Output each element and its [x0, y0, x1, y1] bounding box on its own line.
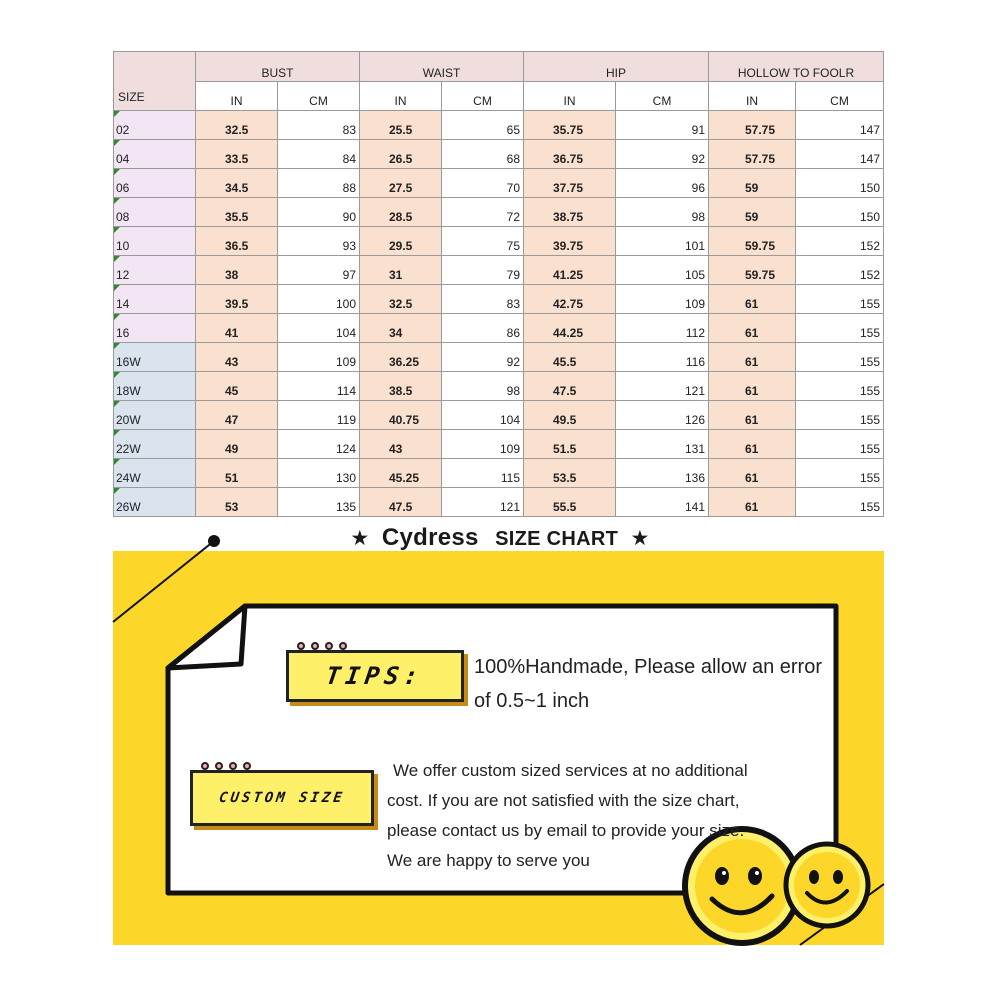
hollow-to-floor-group-header: HOLLOW TO FOOLR: [709, 52, 884, 82]
size-cell: 22W: [114, 430, 196, 459]
bust-in-cell: 39.5: [196, 285, 278, 314]
waist-cm-header: CM: [442, 82, 524, 111]
bust-cm-cell: 124: [278, 430, 360, 459]
size-cell: 14: [114, 285, 196, 314]
hollow-in-cell: 61: [709, 459, 796, 488]
hollow-in-cell: 61: [709, 430, 796, 459]
size-cell: 16: [114, 314, 196, 343]
size-cell: 24W: [114, 459, 196, 488]
size-cell: 04: [114, 140, 196, 169]
hollow-cm-cell: 147: [796, 140, 884, 169]
bust-cm-cell: 114: [278, 372, 360, 401]
note-folded-corner: [168, 606, 245, 668]
bust-cm-cell: 84: [278, 140, 360, 169]
hip-cm-cell: 116: [616, 343, 709, 372]
badge-dots: [201, 762, 251, 770]
hollow-in-cell: 59: [709, 198, 796, 227]
hip-cm-cell: 131: [616, 430, 709, 459]
waist-in-cell: 27.5: [360, 169, 442, 198]
hollow-in-header: IN: [709, 82, 796, 111]
waist-cm-cell: 70: [442, 169, 524, 198]
hip-in-cell: 44.25: [524, 314, 616, 343]
bust-cm-cell: 104: [278, 314, 360, 343]
hollow-in-cell: 61: [709, 285, 796, 314]
size-cell: 10: [114, 227, 196, 256]
bust-cm-cell: 93: [278, 227, 360, 256]
hip-cm-cell: 141: [616, 488, 709, 517]
bust-cm-cell: 135: [278, 488, 360, 517]
hollow-in-cell: 61: [709, 401, 796, 430]
hip-cm-cell: 92: [616, 140, 709, 169]
waist-in-cell: 25.5: [360, 111, 442, 140]
hollow-cm-cell: 155: [796, 372, 884, 401]
dot-icon: [339, 642, 347, 650]
bust-cm-cell: 100: [278, 285, 360, 314]
size-cell: 26W: [114, 488, 196, 517]
size-cell: 18W: [114, 372, 196, 401]
chart-subtitle: SIZE CHART: [495, 528, 619, 550]
waist-cm-cell: 115: [442, 459, 524, 488]
hollow-cm-cell: 155: [796, 343, 884, 372]
hip-in-cell: 53.5: [524, 459, 616, 488]
dot-icon: [201, 762, 209, 770]
hip-in-cell: 49.5: [524, 401, 616, 430]
hip-cm-cell: 112: [616, 314, 709, 343]
star-icon: ★: [350, 527, 370, 550]
waist-in-cell: 29.5: [360, 227, 442, 256]
bust-in-cell: 49: [196, 430, 278, 459]
hollow-in-cell: 61: [709, 372, 796, 401]
hip-in-header: IN: [524, 82, 616, 111]
hollow-cm-cell: 155: [796, 314, 884, 343]
custom-text-line: We offer custom sized services at no additional: [393, 761, 748, 780]
tips-text: 100%Handmade, Please allow an error of 0.5~1 inch: [474, 656, 822, 712]
bust-group-header: BUST: [196, 52, 360, 82]
hip-in-cell: 42.75: [524, 285, 616, 314]
hip-cm-cell: 105: [616, 256, 709, 285]
hollow-cm-cell: 155: [796, 430, 884, 459]
bust-in-cell: 32.5: [196, 111, 278, 140]
waist-cm-cell: 86: [442, 314, 524, 343]
waist-group-header: WAIST: [360, 52, 524, 82]
hip-in-cell: 55.5: [524, 488, 616, 517]
waist-in-cell: 40.75: [360, 401, 442, 430]
size-column-header: SIZE: [114, 52, 196, 111]
size-cell: 12: [114, 256, 196, 285]
waist-in-cell: 34: [360, 314, 442, 343]
hip-group-header: HIP: [524, 52, 709, 82]
waist-cm-cell: 92: [442, 343, 524, 372]
waist-in-cell: 38.5: [360, 372, 442, 401]
bust-cm-cell: 90: [278, 198, 360, 227]
bust-cm-cell: 97: [278, 256, 360, 285]
hip-cm-cell: 136: [616, 459, 709, 488]
hip-cm-cell: 109: [616, 285, 709, 314]
waist-in-cell: 36.25: [360, 343, 442, 372]
hip-in-cell: 36.75: [524, 140, 616, 169]
bust-cm-cell: 109: [278, 343, 360, 372]
hip-cm-cell: 96: [616, 169, 709, 198]
waist-cm-cell: 83: [442, 285, 524, 314]
waist-in-cell: 28.5: [360, 198, 442, 227]
bust-in-cell: 51: [196, 459, 278, 488]
hip-cm-cell: 101: [616, 227, 709, 256]
waist-in-cell: 32.5: [360, 285, 442, 314]
bust-cm-cell: 88: [278, 169, 360, 198]
bust-in-cell: 43: [196, 343, 278, 372]
dot-icon: [311, 642, 319, 650]
hip-cm-cell: 91: [616, 111, 709, 140]
hollow-in-cell: 59: [709, 169, 796, 198]
bust-in-cell: 34.5: [196, 169, 278, 198]
size-cell: 08: [114, 198, 196, 227]
dot-icon: [297, 642, 305, 650]
bust-in-cell: 35.5: [196, 198, 278, 227]
hollow-cm-header: CM: [796, 82, 884, 111]
hollow-in-cell: 59.75: [709, 227, 796, 256]
bust-cm-cell: 83: [278, 111, 360, 140]
waist-in-cell: 26.5: [360, 140, 442, 169]
custom-size-badge: [190, 770, 374, 826]
tips-badge-label: TIPS:: [324, 662, 426, 690]
waist-in-cell: 31: [360, 256, 442, 285]
waist-cm-cell: 68: [442, 140, 524, 169]
bust-cm-header: CM: [278, 82, 360, 111]
bust-in-cell: 53: [196, 488, 278, 517]
dot-icon: [325, 642, 333, 650]
waist-cm-cell: 98: [442, 372, 524, 401]
bust-in-header: IN: [196, 82, 278, 111]
bust-in-cell: 36.5: [196, 227, 278, 256]
hollow-cm-cell: 152: [796, 256, 884, 285]
hollow-cm-cell: 155: [796, 285, 884, 314]
hollow-cm-cell: 155: [796, 488, 884, 517]
hollow-cm-cell: 152: [796, 227, 884, 256]
size-cell: 20W: [114, 401, 196, 430]
waist-cm-cell: 65: [442, 111, 524, 140]
hip-in-cell: 37.75: [524, 169, 616, 198]
bust-in-cell: 47: [196, 401, 278, 430]
waist-cm-cell: 109: [442, 430, 524, 459]
custom-text-line: cost. If you are not satisfied with the size chart,: [387, 791, 740, 810]
waist-cm-cell: 104: [442, 401, 524, 430]
hip-cm-cell: 98: [616, 198, 709, 227]
decor-diagonal-line: [113, 541, 214, 622]
hip-in-cell: 41.25: [524, 256, 616, 285]
waist-in-cell: 43: [360, 430, 442, 459]
custom-size-badge-label: CUSTOM SIZE: [218, 790, 346, 806]
bust-cm-cell: 119: [278, 401, 360, 430]
dot-icon: [229, 762, 237, 770]
waist-in-cell: 47.5: [360, 488, 442, 517]
hip-cm-cell: 121: [616, 372, 709, 401]
hip-in-cell: 39.75: [524, 227, 616, 256]
decor-dot: [208, 535, 220, 547]
size-cell: 02: [114, 111, 196, 140]
bust-in-cell: 41: [196, 314, 278, 343]
hip-in-cell: 38.75: [524, 198, 616, 227]
tips-badge: [286, 650, 464, 702]
waist-cm-cell: 72: [442, 198, 524, 227]
hip-in-cell: 47.5: [524, 372, 616, 401]
hollow-in-cell: 57.75: [709, 111, 796, 140]
custom-size-text: [387, 756, 817, 876]
waist-cm-cell: 79: [442, 256, 524, 285]
hip-cm-header: CM: [616, 82, 709, 111]
bust-cm-cell: 130: [278, 459, 360, 488]
bust-in-cell: 45: [196, 372, 278, 401]
hollow-cm-cell: 155: [796, 459, 884, 488]
hip-in-cell: 45.5: [524, 343, 616, 372]
custom-text-line: We are happy to serve you: [387, 851, 590, 870]
bust-in-cell: 38: [196, 256, 278, 285]
hip-in-cell: 51.5: [524, 430, 616, 459]
waist-in-header: IN: [360, 82, 442, 111]
star-icon: ★: [630, 527, 650, 550]
size-cell: 16W: [114, 343, 196, 372]
waist-in-cell: 45.25: [360, 459, 442, 488]
hollow-in-cell: 59.75: [709, 256, 796, 285]
hollow-cm-cell: 155: [796, 401, 884, 430]
waist-cm-cell: 121: [442, 488, 524, 517]
dot-icon: [243, 762, 251, 770]
hollow-in-cell: 61: [709, 314, 796, 343]
custom-text-line: please contact us by email to provide your size.: [387, 821, 745, 840]
badge-dots: [297, 642, 347, 650]
hollow-cm-cell: 150: [796, 198, 884, 227]
hollow-cm-cell: 150: [796, 169, 884, 198]
size-cell: 06: [114, 169, 196, 198]
hip-cm-cell: 126: [616, 401, 709, 430]
dot-icon: [215, 762, 223, 770]
hollow-in-cell: 57.75: [709, 140, 796, 169]
hollow-in-cell: 61: [709, 343, 796, 372]
hollow-in-cell: 61: [709, 488, 796, 517]
waist-cm-cell: 75: [442, 227, 524, 256]
hollow-cm-cell: 147: [796, 111, 884, 140]
hip-in-cell: 35.75: [524, 111, 616, 140]
brand-name: Cydress: [381, 524, 479, 551]
bust-in-cell: 33.5: [196, 140, 278, 169]
